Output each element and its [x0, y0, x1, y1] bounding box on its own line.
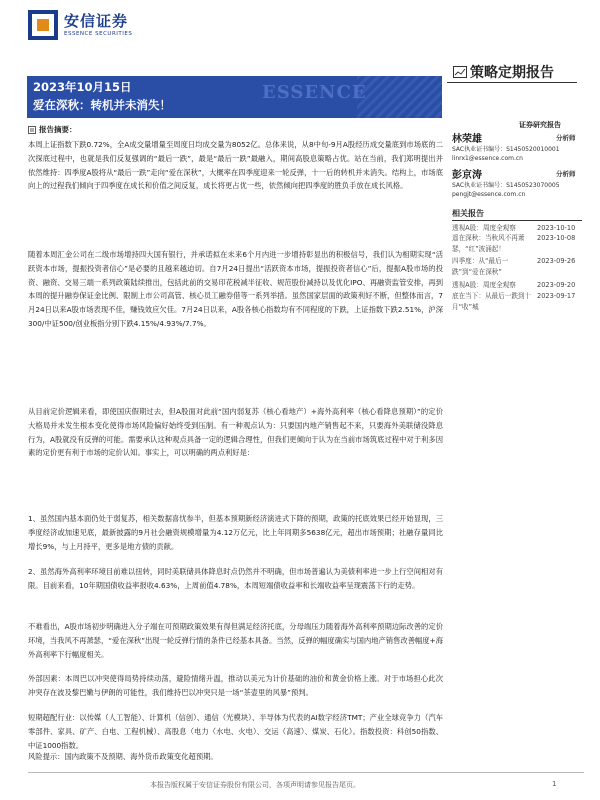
analyst-email[interactable]: pengjt@essence.com.cn — [452, 191, 526, 198]
related-report-title: 遥在深秋：当秋风不再萧瑟，“红”波涌起！ — [452, 234, 525, 253]
logo-mark-icon — [28, 10, 58, 40]
analyst-card — [452, 166, 582, 202]
analyst-role: 分析师 — [556, 134, 576, 142]
analyst-name: 林荣雄 — [452, 134, 482, 145]
summary-heading — [28, 124, 77, 135]
analyst-card — [452, 130, 582, 166]
report-date: 2023年10月15日 — [33, 80, 132, 94]
analyst-role: 分析师 — [556, 170, 576, 178]
report-type-heading — [453, 62, 554, 82]
report-type-divider — [447, 82, 577, 83]
related-report-title: 透视A股：周度全观察 — [452, 224, 516, 232]
banner-decoration — [357, 76, 442, 118]
related-report-date: 2023-10-10 — [537, 224, 576, 232]
report-series: 证券研究报告 — [519, 121, 561, 129]
related-report-date: 2023-10-08 — [537, 234, 576, 242]
paragraph-1: 本周上证指数下跌0.72%，全A成交量增量至周度日均成交量为8052亿。总体来说，从8中旬-9月A股经历成交量底到市场底的二次探底过程中，也就是我们反复强调的“最后一跌”，最是“最后一跌”最融入，期间高股息策略占优。站在当前，我们郑明提出并依然维持：四季度A股将从“最后一跌”走向“爱在深秋”，大概率在四季度迎来一轮反弹，十一后的转机并未消失。结构上，市场底向上的过程我们倾向于四季度在成长和价值之间反复，成长将更占优一些，依然倾向把四季度的胜负手放在成长风格。 — [28, 140, 443, 191]
related-reports-divider — [452, 220, 582, 221]
related-reports-heading: 相关报告 — [452, 209, 484, 218]
analyst-name: 彭京涛 — [452, 170, 482, 181]
related-report-title: 四季度：从“最后一跌”到“爱在深秋” — [452, 257, 509, 276]
footer-divider — [28, 772, 584, 773]
related-report-title: 透视A股：周度全观察 — [452, 281, 516, 289]
paragraph-4: 1、虽然国内基本面仍处于弱复苏，相关数据喜忧参半，但基本预期新经济演进式下降的预期，政策的托底效果已经开始显现，三季度经济或加速见底，最新披露的9月社会融资规模增量为4.12万亿元，比上年同期多5638亿元，超出市场预期；社融存量同比增长9%，与上月持平，更多是地方债的贡献。 — [28, 514, 443, 551]
related-report-date: 2023-09-26 — [537, 257, 576, 265]
analyst-license: SAC执业证书编号：S1450520010001 — [452, 146, 560, 153]
list-icon — [28, 126, 36, 134]
footer-disclaimer: 本报告版权属于安信证券股份有限公司，各项声明请参见报告尾页。 — [150, 781, 360, 789]
company-logo — [28, 8, 132, 42]
logo-chinese-name: 安信证券 — [64, 12, 129, 30]
analyst-license: SAC执业证书编号：S1450523070005 — [452, 182, 560, 189]
chart-icon — [453, 66, 467, 78]
summary-heading-text: 报告摘要： — [39, 125, 77, 134]
related-report-date: 2023-09-17 — [537, 292, 576, 300]
related-report-title: 底在当下：从最后一跌到十月“收”城 — [452, 292, 532, 311]
paragraph-6: 不难看出，A股市场初步明确进入分子端在可预期政策效果有得但满足经济托底，分母端压力随着海外高利率预期边际改善的定价环境，当我风不再萧瑟，“爱在深秋”出现一轮反弹行情的条件已经基本具备。当然，反弹的幅度确实与国内地产销售改善幅度+海外高利率下行幅度相关。 — [28, 622, 443, 659]
paragraph-3: 从目前定价逻辑来看，即使国庆假期过去，但A股面对此前“国内弱复苏（核心看地产）+海外高利率（核心看降息预期）”的定价大格局并未发生根本变化使得市场风险偏好始终受到压制。有一种观点认为：只要国内地产销售起不来，只要海外美联储没降息行为，A股就没有反弹的可能。需要承认这种观点具备一定的逻辑合理性，但我们更倾向于认为在当前市场筑底过程中对于利多因素的定价更有利于市场的定价认知。事实上，可以明确的两点利好是： — [28, 407, 443, 458]
analyst-email[interactable]: linrx1@essence.com.cn — [452, 155, 523, 162]
report-title: 爱在深秋：转机并未消失！ — [33, 98, 171, 112]
paragraph-9: 风险提示：国内政策不及预期、海外货币政策变化超预期。 — [28, 752, 218, 761]
paragraph-2: 随着本周汇金公司在二级市场增持四大国有银行，并承诺拟在未来6个月内进一步增持彰显出的积极信号，我们认为相期实现“活跃资本市场，提振投资者信心”是必要的且越来越迫切。自7月24日提出“活跃资本市场，提振投资者信心”后，提振A股市场的投资、融资、交易三端一系列政策陆续推出，包括此前的交易印花税减半征收、规范股份减持以及优化IPO、再融资监管安排，再到本周的提升融券保证金比例、限制上市公司高管、核心员工融券借等一系列举措。虽然国家层面的政策利好不断，但整体而言，7月24日以来A股市场表现不佳，赚钱效应欠佳。7月24日以来，A股各核心指数均有不同程度的下跌，上证指数下跌2.51%，沪深300/中证500/创业板指分别下跌4.15%/4.93%/7.7%。 — [28, 250, 443, 328]
report-type-text: 策略定期报告 — [470, 65, 554, 81]
paragraph-7: 外部因素：本周巴以冲突使得局势持续动荡，避险情绪升温，推动以美元为计价基础的油价和黄金价格上涨。对于市场担心此次冲突存在波及黎巴嫩与伊朗的可能性，我们维持巴以冲突只是一场“茶壶里的风暴”预判。 — [28, 674, 443, 697]
logo-english-name: ESSENCE SECURITIES — [64, 31, 133, 37]
related-report-date: 2023-09-20 — [537, 281, 576, 289]
title-banner — [27, 76, 442, 118]
paragraph-8: 短期超配行业：以传媒（人工智能）、计算机（信创）、通信（光模块）、半导体为代表的AI数字经济TMT；产业全球竞争力（汽车零部件、家具、矿产、白电、工程机械）、高股息（电力（水电、火电）、交运（高速）、煤炭、石化）。指数投资：科创50指数、中证1000指数。 — [28, 713, 443, 750]
banner-watermark: ESSENCE — [262, 82, 367, 103]
paragraph-5: 2、虽然海外高利率环境目前难以扭转，同时美联储具体降息时点仍然并不明确，但市场普遍认为美债利率进一步上行空间相对有限。目前来看，10年期国债收益率报收4.63%，上周前值4.78%，本周短端债收益率和长端收益率呈现震荡下行的走势。 — [28, 567, 443, 590]
page-number: 1 — [552, 780, 557, 788]
